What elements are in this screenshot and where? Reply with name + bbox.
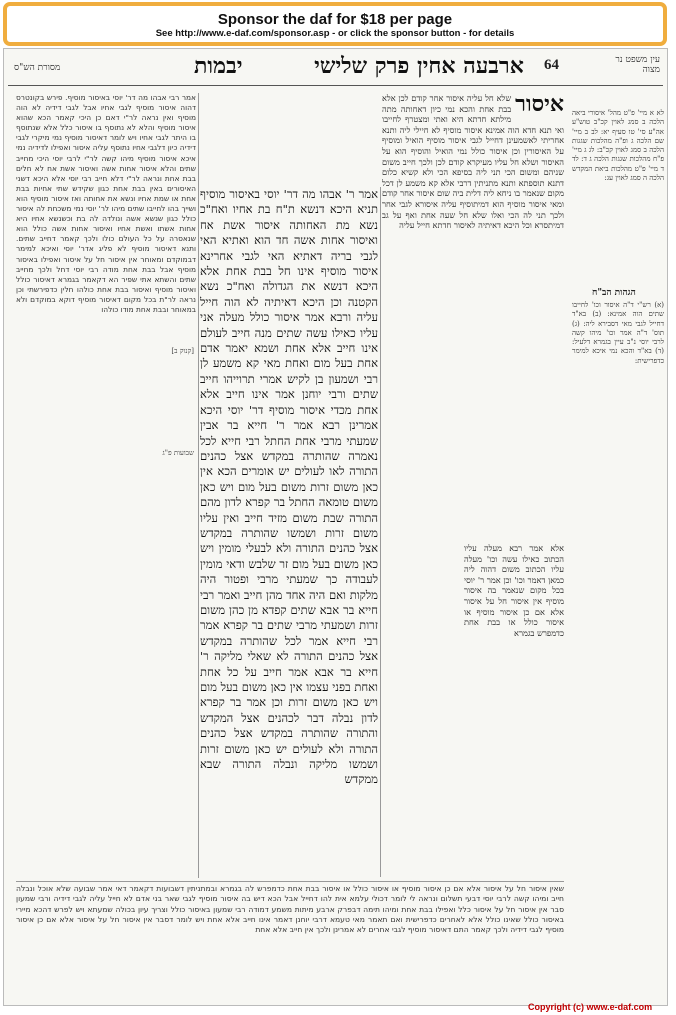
rashi-text: שלא חל עליה איסור אחר קודם לכן אלא בבת אחת והכא נמי כיון דאחותה מתה מילתא חדתא היא ואתי ומצטרף לחייבו ואי תנא חדא הוה אמינא איסור מוסיף לא חיילי ליה ותנא אחריתי לאשמעינן דחייל לגבי איסור מוסיף הואיל ומוסיף על האיסורין וכן איסור כולל נמי הואיל והוסיף הוא על האיסור ושלא חל עליו מעיקרא קודם לכן ולכך חייב משום שניהם ומשום הכי תני ליה בסיפא הכי ולא קשיא כלום דתנא תוספתא ותנא מתניתין דרבי אלא קא משמע לן דכל מקום שנאמר בו ניחא ליה דלית ביה שום איסור אחר קודם ומאי איסור מוסיף הוא דמיתוסיף עליה איסורא לגבי אחר ולכך תני לה הכי ואלו שלא חל שעה אחת ואף על גב דמיתסרא וכל היכא דאיתיה לאיסור חדתא חייל עליה: [382, 93, 564, 231]
ein-mishpat-column: לא א מיי' פ"ט מהל' איסורי ביאה הלכה ב סמג לאוין קכ"ב טוש"ע אה"ע סי' טו סעיף יא: לב ב מיי' שם הלכה ג ופ"ה מהלכות שגגות הלכה ב סמג לאוין קכ"ב: לג ג מיי' פ"ח מהלכות שגגות הלכה ג ד: לד ד מיי' פ"ט מהלכות ביאת המקדש הלכה ה סמג לאוין עג:: [572, 109, 664, 183]
tosafot-sidenote-2: שבועות פ"ג: [162, 449, 194, 457]
gemara-column: אמר ר' אבהו מה דר' יוסי באיסור מוסיף תניא היכא דנשא ת"ח בת אחיו ואח"כ נשא מת האחותה איסור אשת אח ואיסור אחות אשה חד הוא ואתיא האי לגבי בריה דאתיא האי לגבי אחרינא איסור מוסיף אינו חל בבת אחת אלא היכא דנשא את הגדולה ואח"כ נשא הקטנה וכן היכא דאיתיה לא הוה חייל עליה ורבא אמר איסור כולל מעלה אני עליו כאילו עשה שתים מנה חייב לעולם אינו חייב אלא אחת ושמא יאמר אדם אחת בעל מום ואחת מאי קא משמע לן רבי ושמעון בן לקיש אמרי תרוייהו חייב שתים ורבי יוחנן אמר אינו חייב אלא אחת מכדי איסור מוסיף דר' יוסי היכא אמרינן רבא אמר ר' חייא בר אבין שמעתי מרבי אחת החתל רבי חייא לכל נאמרה שהותרה במקדש אצל כהנים התורה לאו לעולים יש אומרים הכא אין כאן משום זרות משום בעל מום ויש כאן משום טומאה החתל בר קפרא לדון מהם התורה שבת משום מזיד חייב ואין עליו משום זרות ושמשו שהותרה במקדש אצל כהנים התורה ולא לבעלי מומין ויש כאן משום בעל מום זר שלבש ודאי מומין לעבודה כך שמעתי מרבי ופטור היה מלקות ואם היה אחד מהן חייב ואמר רבי חייא בר אבא שתים קפדא מן כהן משום זרות ושמעתי מרבי שתים בר קפרא אמר רבי חייא אמר לכל שהותרה במקדש אצל כהנים התורה לא שאלי מליקה ר' חייא בר אבא אמר חייב על כל אחת ואחת בפני עצמו אין כאן משום בעל מום ויש כאן משום זרות וכן אמר בר קפרא לדון נבלה דבר לכהנים אצל המקדש והתורה שהותרה במקדש אצל כהנים התורה ולא לעולים יש כאן משום זרות ושמשו מליקה ונבלה התורה שבא ממקדש: [200, 187, 378, 787]
rashi-opening-word: איסור: [515, 93, 564, 117]
hagahot-title: הגהות הב"ח: [592, 288, 636, 298]
tractate-title: יבמות: [194, 53, 243, 79]
mesorah-label: מסורת הש"ס: [14, 63, 61, 73]
rashi-continuation: אלא אמר רבא מעלה עליו הכתוב כאילו עשה וכו' מעלה עליו הכתוב משום דהוה ליה כמאן דאמר וכו' וכן אמר ר' יוסי בכל מקום שנאמר בה איסור מוסיף אין איסור חל על איסור אלא אם כן איסור מוסיף או איסור כולל או בבת אחת כדמפרש בגמרא: [464, 543, 564, 638]
header-rule: [8, 85, 663, 86]
column-divider-right: [380, 187, 381, 877]
talmud-page: [3, 48, 668, 1006]
bottom-rule: [16, 881, 564, 882]
bottom-commentary: שאין איסור חל על איסור אלא אם כן איסור מוסיף או איסור כולל או איסור בבת אחת כדמפרש לה בגמרא ובמתניתין דשבועות דקאמר דאי אמר שבועה שלא אוכל ונבלה חייב ומיהו קשה לרבי יוסי דבעי תשלום ונראה לי לומר דכולי עלמא אית להו דחייל אבל הכא דיש בה איסור מוסיף לגבי שאר בני אדם לא חייל עליה לגבי דידיה ורבי שמעון סבר אין איסור חל על איסור כלל ואפילו בבת אחת ומיהו תימה דבפרק ארבע מיתות משמע דמודה רבי שמעון באיסור כולל וצריך עיון בכולה שמעתא ויש לפרש דהכא מיירי באיסור כולל שאינו כולל אלא לאחרים כדפרישית ואם תאמר מאי טעמא דרבי יוחנן דאמר אינו חייב אלא אחת ויש לומר דסבר אין איסור חל על איסור אלא אם כן איסור מוסיף לגבי דידיה ולכך קאמר התם דאיסור מוסיף לגבי אחרים לא אמרינן ולכך אין חייב אלא אחת: [16, 884, 564, 935]
copyright-notice: Copyright (c) www.e-daf.com: [528, 1002, 653, 1012]
ein-mishpat-label: עין משפט נר מצוה: [615, 55, 660, 75]
rashi-column: [382, 93, 564, 543]
hagahot-column: (א) רש"י ד"ה איסור וכו' לחייבו שתים הוה אמינא: (ב) בא"ד דחייל לגבי מאי דסבירא ליה: (ג) תוס' ד"ה אמר וכו' מיהו קשה לרבי יוסי נ"ב עיין בגמרא דלעיל: (ד) בא"ד והכא נמי איכא למימר כדפרישית:: [572, 301, 664, 365]
tosafot-column: אמר רבי אבהו מה דר' יוסי באיסור מוסיף. פירש בקונטרס דהוה איסור מוסיף לגבי אחיו אבל לגבי דידיה לא הוה מוסיף ואין נראה לר"י דאם כן היכי קאמר הכא שהוא איסור מוסיף והלא לא נתוסף בו איסור כלל אלא שנתוסף בו היתר לגבי אחיו ויש לומר דאיסור מוסיף נמי מיקרי לגבי דידיה כיון דלגבי אחיו נתוסף עליה איסור ואפילו לדידיה נמי איכא איסור מוסיף מיהו קשה לר"י לרבי יוסי היכי מחייב שתים והלא איסור אחות אשה ואיסור אשת אח לא חלים בבת אחת ונראה לר"י דלא חייב רבי יוסי אלא היכא דשני האיסורים באין בבת אחת כגון שקידש שתי אחיות בבת אחת או שמת אחיו ונשא את אחותה ואז איסור מוסיף הוא ושייך בהו לחייבו שתים מיהו לר' יוסי נמי משכחת לה איסור כולל כגון שנשא אשה ונולדה לה בת וכשנשא אחיו היא אחות אשתו ואשת אחיו ואיסור אחות אשה כולל הוא שנאסרה על כל העולם כולו ולכך קאמר דחייב שתים. ותנא דאיסור מוסיף לא פליג אדר' יוסי ואיכא למימר דבמוקדם ומאוחר אין איסור חל על איסור ואפילו באיסור מוסיף אבל בבת אחת מודה רבי יוסי דחל ולכך מחייב שתים והשתא אתי שפיר הא דקאמר בגמרא דאיסור כולל ואיסור מוסיף ואיסור בבת אחת כולהו חלין כדפירשתי וכן נראה לר"ת בכל מקום דאיסור מוסיף דוקא במוקדם ולא במאוחר ובבת אחת מודו כולהו: [16, 93, 196, 314]
sponsor-headline[interactable]: Sponsor the daf for $18 per page: [217, 11, 453, 28]
column-divider-left: [198, 93, 199, 878]
sponsor-link[interactable]: See http://www.e-daf.com/sponsor.asp - or click the sponsor button - for details: [155, 28, 515, 39]
tosafot-sidenote: [קנוק ב]: [171, 347, 194, 355]
sponsor-banner[interactable]: [3, 2, 667, 46]
page-number: 64: [544, 57, 559, 73]
chapter-title: ארבעה אחין פרק שלישי: [314, 53, 524, 79]
